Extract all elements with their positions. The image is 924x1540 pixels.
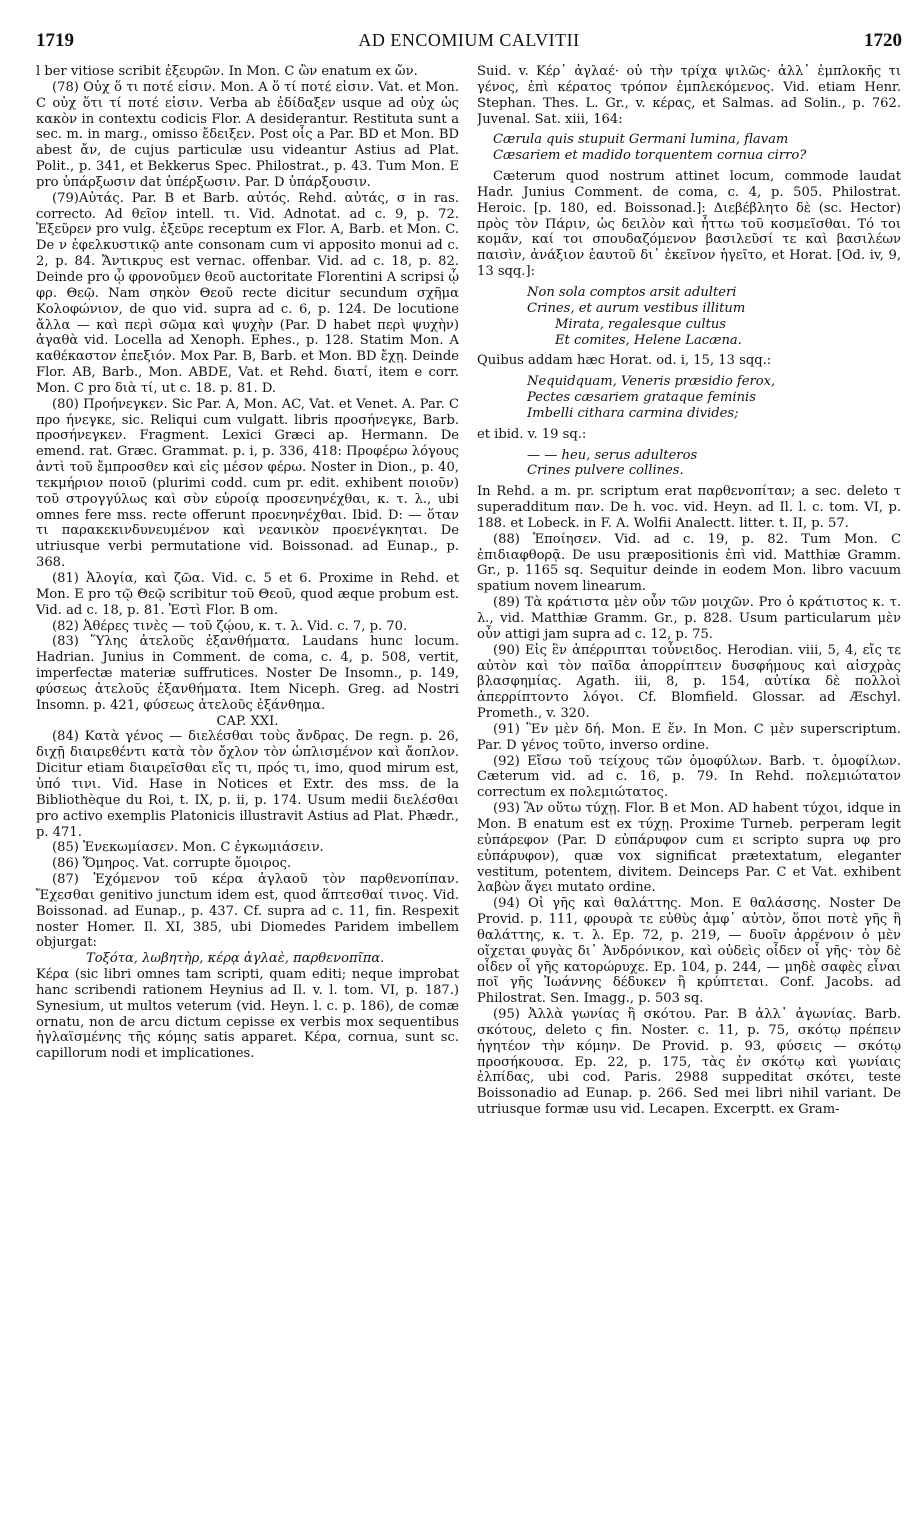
note-92: (92) Εἴσω τοῦ τείχους τῶν ὁμοφύλων. Barb. τ. ὁμοφίλων. Cæterum vid. ad c. 16, p. 79. In Rehd. πολεμιώτατον correctum ex πολεμιώτατος. bbox=[477, 753, 901, 801]
note-85: (85) Ἐνεκωμίασεν. Mon. C ἐγκωμιάσειν. bbox=[52, 840, 324, 856]
note-84: (84) Κατὰ γένος — διελέσθαι τοὺς ἄνδρας. De regn. p. 26, διχῇ διαιρεθέντι κατὰ τὸν ὄχλον τὸν ὡπλισμένον καὶ ἄοπλον. Dicitur etiam διαιρεῖσθαι εἴς τι, πρός τι, imo, quod mirum est, ὑπό τινι. Vid. Hase in Notices et Extr. des mss. de la Bibliothèque du Roi, t. IX, p. ii, p. 174. Usum medii διελέσθαι pro activo exemplis Platonicis illustravit Astius ad Plat. Phædr., p. 471. bbox=[36, 729, 459, 840]
note-78: (78) Οὐχ ὅ τι ποτέ εἰσιν. Mon. A ὅ τί ποτέ εἰσιν. Vat. et Mon. C οὐχ ὅτι τί ποτέ εἰσιν. Verba ab ἐδίδαξεν usque ad οὐχ ὡς κακὸν in contextu codicis Flor. A desiderantur. Restituta sunt a sec. m. in marg., omisso ἔδειξεν. Post οἷς a Par. BD et Mon. BD abest ἄν, de cujus particulæ usu videantur Astius ad Plat. Polit., p. 341, et Bekkerus Spec. Philostrat., p. 43. Tum Mon. E pro ὑπάρξωσιν dat ὑπέρξωσιν. Par. D ὑπάρξουσιν. bbox=[36, 79, 459, 190]
note-paragraph: Cæterum quod nostrum attinet locum, commode laudat Hadr. Junius Comment. de coma, c. 4, p. 505. Philostrat. Heroic. [p. 180, ed. Boissonad.]: Διεβέβλητο δὲ (sc. Hector) πρὸς τὸν Πάριν, ὡς δειλὸν καὶ ἧττω τοῦ κοσμεῖσθαι. Τό τοι κομᾶν, καί τοι σπουδαζόμενον βασιλεῦσί τε καὶ βασιλέων παισὶν, ἀνάξιον ἑαυτοῦ δι᾿ ἐκεῖνον ἡγεῖτο, et Horat. [Od. iv, 9, 13 sqq.]: bbox=[477, 169, 901, 280]
verse-line: Cærula quis stupuit Germani lumina, flavam bbox=[493, 132, 789, 148]
note-89: (89) Τὰ κράτιστα μὲν οὖν τῶν μοιχῶν. Pro ὁ κράτιστος κ. τ. λ., vid. Matthiæ Gramm. Gr., p. 828. Usum particularum μὲν οὖν attigi jam supra ad c. 12, p. 75. bbox=[477, 595, 901, 642]
verse-line: Cæsariem et madido torquentem cornua cirro? bbox=[493, 148, 807, 164]
quoted-verse bbox=[477, 448, 901, 480]
note-paragraph: et ibid. v. 19 sq.: bbox=[477, 426, 587, 442]
running-title: AD ENCOMIUM CALVITII bbox=[358, 30, 580, 50]
note-79: (79)Αὐτάς. Par. B et Barb. αὐτός. Rehd. αὐτάς, σ in ras. correcto. Ad θεῖον intell. τι. Vid. Adnotat. ad c. 9, p. 72. Ἐξεῦρεν pro vulg. ἐξεῦρε receptum ex Flor. A, Barb. et Mon. C. De ν ἐφελκυστικῷ ante consonam cum vi apposito monui ad c. 2, p. 84. Ἄντικρυς est vernac. offenbar. Vid. ad c. 18, p. 82. Deinde pro ᾧ φρονοῦμεν θεοῦ auctoritate Florentini A scripsi ᾧ φρ. Θεῷ. Nam σηκὸν Θεοῦ recte dicitur secundum σχῆμα Κολοφώνιον, de quo vid. supra ad c. 6, p. 124. De locutione ἄλλα — καὶ περὶ σῶμα καὶ ψυχὴν (Par. D habet περὶ ψυχὴν) ἀγαθὰ vid. Locella ad Xenoph. Ephes., p. 128. Statim Mon. A καθέκαστον ἐπεξιόν. Mox Par. B, Barb. et Mon. BD ἔχῃ. Deinde Flor. AB, Barb., Mon. ABDE, Vat. et Rehd. διατί, item e corr. Mon. C pro διὰ τί, ut c. 18. p. 81. D. bbox=[36, 190, 459, 396]
note-83: (83) Ὕλης ἀτελοῦς ἐξανθήματα. Laudans hunc locum. Hadrian. Junius in Comment. de coma, c. 4, p. 508, vertit, imperfectæ materiæ suffrutices. Noster De Insomn., p. 149, φύσεως ἀτελοῦς ἐξανθήματα. Item Niceph. Greg. ad Nostri Insomn. p. 421, φύσεως ἀτελοῦς ἐξάνθημα. bbox=[36, 634, 459, 713]
note-paragraph: In Rehd. a m. pr. scriptum erat παρθενοπίταν; a sec. deleto τ superadditum παν. De h. voc. vid. Heyn. ad Il. l. c. tom. VI, p. 188. et Lobeck. in F. A. Wolfii Analectt. litter. t. II, p. 57. bbox=[477, 484, 901, 531]
verse-line: Nequidquam, Veneris præsidio ferox, bbox=[527, 374, 776, 390]
left-column bbox=[36, 64, 459, 1534]
verse-line: Non sola comptos arsit adulteri bbox=[527, 284, 737, 300]
note-93: (93) Ἂν οὕτω τύχῃ. Flor. B et Mon. AD habent τύχοι, idque in Mon. B enatum est ex τύχῃ. Proxime Turneb. perperam legit εὐπάρεφον (Par. D εὐπάρυφον cum ει scripto supra υφ pro εὐπάρυφον), quæ vox significat prætextatum, eleganter vestitum, potentem, divitem. Deinceps Par. C et Vat. exhibent λαβὼν ἄγει mutato ordine. bbox=[477, 801, 901, 896]
note-88: (88) Ἐποίησεν. Vid. ad c. 19, p. 82. Tum Mon. C ἐπιδιαφθορᾷ. De usu præpositionis ἐπὶ vid. Matthiæ Gramm. Gr., p. 1165 sq. Sequitur deinde in eodem Mon. libro vacuum spatium novem linearum. bbox=[477, 531, 901, 595]
note-paragraph: Κέρα (sic libri omnes tam scripti, quam editi; neque improbat hanc scribendi rationem Heynius ad Il. v. l. tom. VI, p. 187.) Synesium, ut multos veterum (vid. Heyn. l. c. p. 186), de comæ ornatu, non de arcu dictum cepisse ex verbis mox sequentibus ἡγλαϊσμένης τῆς κόμης satis apparet. Κέρα, cornua, sunt sc. capillorum nodi et implicationes. bbox=[36, 967, 459, 1062]
note-86: (86) Ὅμηρος. Vat. corrupte ὅμοιρος. bbox=[52, 856, 292, 872]
note-91: (91) Ἓν μὲν δή. Mon. E ἕν. In Mon. C μὲν superscriptum. Par. D γένος τοῦτο, inverso ordine. bbox=[477, 721, 901, 753]
verse-line: Pectes cæsariem grataque feminis bbox=[527, 390, 756, 406]
quoted-verse bbox=[477, 132, 901, 164]
verse-line: Mirata, regalesque cultus bbox=[555, 316, 726, 332]
right-column bbox=[477, 64, 901, 1534]
note-paragraph: Quibus addam hæc Horat. od. i, 15, 13 sqq.: bbox=[477, 353, 772, 369]
note-80: (80) Προήνεγκεν. Sic Par. A, Mon. AC, Vat. et Venet. A. Par. C προ ήνεγκε, sic. Reliqui cum vulgatt. libris προσήνεγκε, Barb. προσήνεγκεν. Fragment. Lexici Græci ap. Hermann. De emend. rat. Græc. Grammat. p. i, p. 336, 418: Προφέρω λόγους ἀντὶ τοῦ ἔμπροσθεν καὶ εἰς μέσον φέρω. Noster in Dion., p. 40, τεκμήριον ποιοῦ (plurimi codd. cum pr. edit. exhibent ποιοῦν) τοῦ στρογγύλως καὶ σὺν εὐροίᾳ προσενηνέχθαι, κ. τ. λ., ubi omnes fere mss. recte offerunt προενηνέχθαι. Ibid. D: — ὅταν τι παρακεκινδυνευμένον καὶ νεανικὸν προενέγκηται. De utriusque verbi permutatione vid. Boissonad. ad Eunap., p. 368. bbox=[36, 396, 459, 571]
note-81: (81) Ἀλογία, καὶ ζῶα. Vid. c. 5 et 6. Proxime in Rehd. et Mon. E pro τῷ Θεῷ scribitur τοῦ Θεοῦ, quod æque probum est. Vid. ad c. 18, p. 81. Ἐστὶ Flor. B om. bbox=[36, 571, 459, 618]
note-87: (87) Ἐχόμενον τοῦ κέρα ἀγλαοῦ τὸν παρθενοπίπαν. Ἔχεσθαι genitivo junctum idem est, quod ἅπτεσθαί τινος. Vid. Boissonad. ad Eunap., p. 437. Cf. supra ad c. 11, fin. Respexit noster Homer. Il. XI, 385, ubi Diomedes Paridem imbellem objurgat: bbox=[36, 872, 459, 951]
verse-line: Crines pulvere collines. bbox=[527, 463, 684, 479]
page-number-left: 1719 bbox=[36, 30, 74, 51]
verse-line: Crines, et aurum vestibus illitum bbox=[527, 300, 746, 316]
verse-line: Et comites, Helene Lacæna. bbox=[555, 332, 742, 348]
note-94: (94) Οἱ γῆς καὶ θαλάττης. Mon. E θαλάσσης. Noster De Provid. p. 111, φρουρὰ τε εὐθὺς ἀμφ᾿ αὐτὸν, ὅποι ποτὲ γῆς ἢ θαλάττης, κ. τ. λ. Ep. 72, p. 219, — δυοῖν ἀρρένοιν ὁ μὲν οἴχεται φυγὰς δι᾿ Ἀνδρόνικον, καὶ οὐδεὶς οἶδεν οἷ γῆς· τὸν δὲ οἶδεν οἷ γῆς κατορώρυχε. Ep. 104, p. 244, — μηδὲ σαφὲς εἶναι ποῖ γῆς Ἰωάννης δέδυκεν ἢ κρύπτεται. Conf. Jacobs. ad Philostrat. Sen. Imagg., p. 503 sq. bbox=[477, 896, 901, 1007]
note-95: (95) Ἀλλὰ γωνίας ἢ σκότου. Par. B ἀλλ᾿ ἀγωνίας. Barb. σκότους, deleto ς fin. Noster. c. 11, p. 75, σκότῳ πρέπειν ἡγητέον τὴν κόμην. De Provid. p. 93, φύσεις — σκότῳ προσήκουσα. Ep. 22, p. 175, τὰς ἐν σκότῳ καὶ γωνίαις ἐλπίδας, ubi cod. Paris. 2988 suppeditat σκότει, teste Boissonadio ad Eunap. p. 266. Sed mei libri nihil variant. De utriusque formæ usu vid. Lecapen. Excerptt. ex Gram- bbox=[477, 1007, 901, 1118]
quoted-verse bbox=[477, 374, 901, 422]
running-header bbox=[36, 30, 902, 56]
verse-line: Imbelli cithara carmina divides; bbox=[527, 405, 739, 421]
quoted-verse: Τοξότα, λωβητὴρ, κέρᾳ ἀγλαὲ, παρθενοπῖπα. bbox=[86, 951, 385, 967]
note-paragraph: l ber vitiose scribit ἐξευρῶν. In Mon. C ὢν enatum ex ὤν. bbox=[36, 64, 418, 79]
note-90: (90) Εἰς ἓν ἀπέρριπται τοὖνειδος. Herodian. viii, 5, 4, εἴς τε αὐτὸν καὶ τὸν παῖδα ἀπορρίπτειν δυσφήμους καὶ αἰσχρὰς βλασφημίας. Agath. iii, 8, p. 154, αὐτίκα δὲ πολλοὶ ἀπερρίπτοντο λόγοι. Cf. Blomfield. Glossar. ad Æschyl. Prometh., v. 320. bbox=[477, 642, 901, 722]
quoted-verse bbox=[477, 285, 901, 348]
chapter-heading: CAP. XXI. bbox=[216, 713, 279, 729]
note-paragraph: Suid. v. Κέρ᾿ ἀγλαέ· οὐ τὴν τρίχα ψιλῶς· ἀλλ᾿ ἐμπλοκῆς τι γένος, ἐπὶ κέρατος τρόπον ἐμπλεκόμενος. Vid. etiam Henr. Stephan. Thes. L. Gr., v. κέρας, et Salmas. ad Solin., p. 762. Juvenal. Sat. xiii, 164: bbox=[477, 64, 901, 127]
note-82: (82) Ἀθέρες τινὲς — τοῦ ζῴου, κ. τ. λ. Vid. c. 7, p. 70. bbox=[52, 618, 408, 634]
verse-line: — — heu, serus adulteros bbox=[527, 447, 698, 463]
page-number-right: 1720 bbox=[864, 30, 902, 51]
